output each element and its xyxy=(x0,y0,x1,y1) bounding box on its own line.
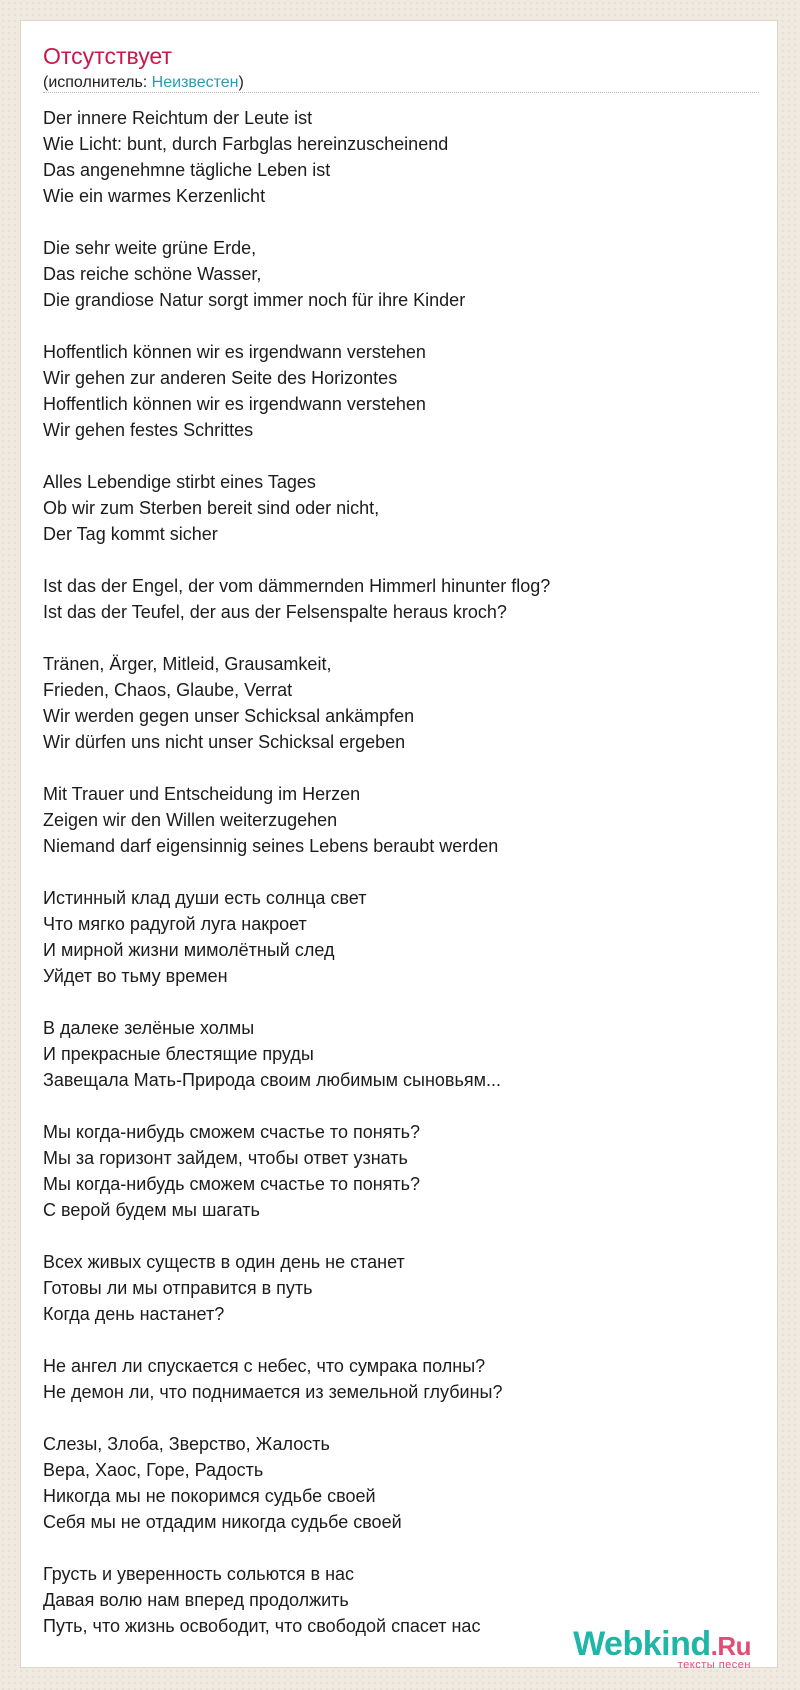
lyrics-stanza xyxy=(43,235,743,313)
song-title: Отсутствует xyxy=(43,43,172,69)
lyrics-stanza xyxy=(43,1249,743,1327)
lyrics-stanza xyxy=(43,781,743,859)
lyrics-line: Das angenehmne tägliche Leben ist xyxy=(43,160,331,180)
lyrics-line: Ob wir zum Sterben bereit sind oder nicht, xyxy=(43,498,380,518)
lyrics-line: Wir gehen festes Schrittes xyxy=(43,420,254,440)
lyrics-text xyxy=(43,105,743,1665)
lyrics-stanza xyxy=(43,573,743,625)
lyrics-line: Завещала Мать-Природа своим любимым сыновьям... xyxy=(43,1070,501,1090)
artist-prefix: (исполнитель: xyxy=(43,74,152,91)
lyrics-line: Когда день настанет? xyxy=(43,1304,225,1324)
lyrics-line: Что мягко радугой луга накроет xyxy=(43,914,307,934)
lyrics-line: Mit Trauer und Entscheidung im Herzen xyxy=(43,784,361,804)
lyrics-line: Вера, Хаос, Горе, Радость xyxy=(43,1460,264,1480)
lyrics-line: Мы когда-нибудь сможем счастье то понять? xyxy=(43,1122,421,1142)
lyrics-line: Wir dürfen uns nicht unser Schicksal ergeben xyxy=(43,732,406,752)
lyrics-stanza xyxy=(43,651,743,755)
lyrics-stanza xyxy=(43,1431,743,1535)
lyrics-line: Frieden, Chaos, Glaube, Verrat xyxy=(43,680,293,700)
lyrics-line: Ist das der Engel, der vom dämmernden Himmerl hinunter flog? xyxy=(43,576,551,596)
lyrics-line: И мирной жизни мимолётный след xyxy=(43,940,335,960)
lyrics-line: Das reiche schöne Wasser, xyxy=(43,264,262,284)
artist-suffix: ) xyxy=(238,74,244,91)
lyrics-line: Никогда мы не покоримся судьбе своей xyxy=(43,1486,376,1506)
lyrics-line: Всех живых существ в один день не станет xyxy=(43,1252,405,1272)
artist-link[interactable]: Неизвестен xyxy=(151,74,239,91)
lyrics-stanza xyxy=(43,339,743,443)
lyrics-line: Грусть и уверенность сольются в нас xyxy=(43,1564,355,1584)
lyrics-line: Der innere Reichtum der Leute ist xyxy=(43,108,313,128)
lyrics-line: Der Tag kommt sicher xyxy=(43,524,218,544)
lyrics-stanza xyxy=(43,1119,743,1223)
lyrics-line: Ist das der Teufel, der aus der Felsenspalte heraus kroch? xyxy=(43,602,507,622)
lyrics-line: Не демон ли, что поднимается из земельной глубины? xyxy=(43,1382,503,1402)
lyrics-line: Die grandiose Natur sorgt immer noch für ihre Kinder xyxy=(43,290,466,310)
lyrics-line: Истинный клад души есть солнца свет xyxy=(43,888,367,908)
logo-tagline: тексты песен xyxy=(677,1659,751,1671)
lyrics-line: Мы за горизонт зайдем, чтобы ответ узнать xyxy=(43,1148,408,1168)
logo-tld: .Ru xyxy=(710,1631,751,1661)
lyrics-line: Hoffentlich können wir es irgendwann verstehen xyxy=(43,342,426,362)
artist-line xyxy=(43,74,244,92)
lyrics-line: Zeigen wir den Willen weiterzugehen xyxy=(43,810,338,830)
logo-brand: Webkind xyxy=(573,1625,711,1663)
lyrics-card xyxy=(20,20,778,1671)
lyrics-stanza xyxy=(43,105,743,209)
lyrics-line: Tränen, Ärger, Mitleid, Grausamkeit, xyxy=(43,654,332,674)
lyrics-line: Себя мы не отдадим никогда судьбе своей xyxy=(43,1512,402,1532)
lyrics-line: Wir werden gegen unser Schicksal ankämpfen xyxy=(43,706,415,726)
lyrics-stanza xyxy=(43,1015,743,1093)
lyrics-line: Wir gehen zur anderen Seite des Horizontes xyxy=(43,368,398,388)
lyrics-line: Давая волю нам вперед продолжить xyxy=(43,1590,349,1610)
site-logo[interactable] xyxy=(573,1627,751,1671)
lyrics-line: Готовы ли мы отправится в путь xyxy=(43,1278,313,1298)
lyrics-line: Путь, что жизнь освободит, что свободой спасет нас xyxy=(43,1616,481,1636)
lyrics-line: Alles Lebendige stirbt eines Tages xyxy=(43,472,316,492)
lyrics-line: Слезы, Злоба, Зверство, Жалость xyxy=(43,1434,330,1454)
lyrics-line: И прекрасные блестящие пруды xyxy=(43,1044,314,1064)
lyrics-stanza xyxy=(43,469,743,547)
lyrics-line: Hoffentlich können wir es irgendwann verstehen xyxy=(43,394,426,414)
lyrics-line: С верой будем мы шагать xyxy=(43,1200,260,1220)
lyrics-stanza xyxy=(43,885,743,989)
lyrics-line: Niemand darf eigensinnig seines Lebens beraubt werden xyxy=(43,836,499,856)
lyrics-line: Die sehr weite grüne Erde, xyxy=(43,238,257,258)
lyrics-line: Не ангел ли спускается с небес, что сумрака полны? xyxy=(43,1356,486,1376)
lyrics-line: Wie ein warmes Kerzenlicht xyxy=(43,186,266,206)
lyrics-line: В далеке зелёные холмы xyxy=(43,1018,255,1038)
lyrics-stanza xyxy=(43,1353,743,1405)
title-divider xyxy=(43,92,759,93)
lyrics-line: Мы когда-нибудь сможем счастье то понять? xyxy=(43,1174,421,1194)
lyrics-line: Wie Licht: bunt, durch Farbglas hereinzuscheinend xyxy=(43,134,449,154)
lyrics-line: Уйдет во тьму времен xyxy=(43,966,228,986)
